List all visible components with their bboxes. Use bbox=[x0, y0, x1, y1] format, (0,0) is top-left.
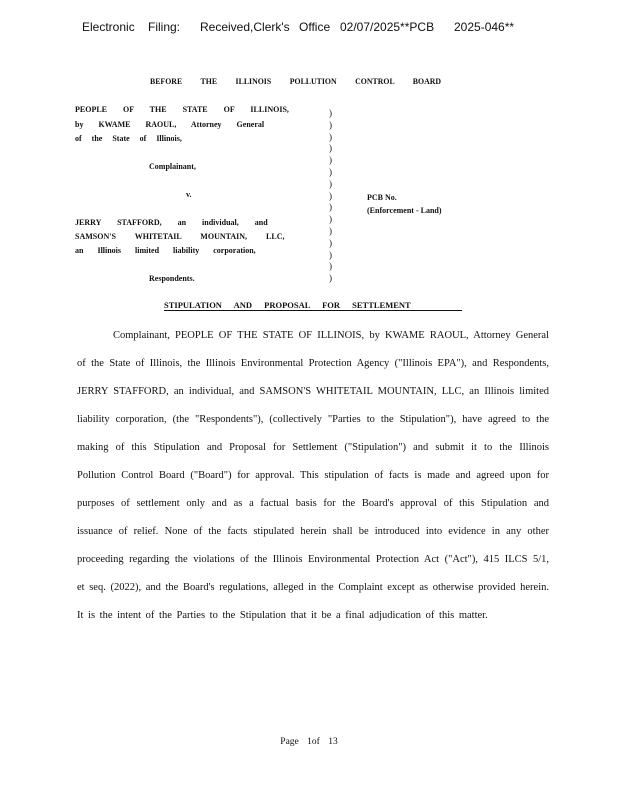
plaintiff-line-3: of the State of Illinois, bbox=[75, 134, 182, 143]
plaintiff-line-1: PEOPLE OF THE STATE OF ILLINOIS, bbox=[75, 105, 289, 114]
paren: ) bbox=[329, 166, 332, 177]
stamp-case-number: 2025-046** bbox=[454, 20, 515, 34]
defendant-line-1: JERRY STAFFORD, an individual, and bbox=[75, 218, 268, 227]
versus-label: v. bbox=[186, 190, 192, 199]
page-total: 13 bbox=[328, 737, 338, 747]
paren: ) bbox=[329, 225, 332, 236]
paren: ) bbox=[329, 202, 332, 213]
paren: ) bbox=[329, 131, 332, 142]
defendant-line-3: an Illinois limited liability corporation, bbox=[75, 246, 256, 255]
paren: ) bbox=[329, 190, 332, 201]
plaintiff-line-2: by KWAME RAOUL, Attorney General bbox=[75, 120, 265, 129]
paren: ) bbox=[329, 249, 332, 260]
respondents-label: Respondents. bbox=[149, 274, 195, 283]
stamp-word-received: Received,Clerk's bbox=[200, 20, 290, 34]
paren: ) bbox=[329, 261, 332, 272]
case-number-block bbox=[367, 191, 442, 217]
court-heading: BEFORE THE ILLINOIS POLLUTION CONTROL BOARD bbox=[150, 76, 442, 86]
paren: ) bbox=[329, 119, 332, 130]
stamp-date: 02/07/2025**PCB bbox=[340, 20, 435, 34]
paren: ) bbox=[329, 178, 332, 189]
paren: ) bbox=[329, 214, 332, 225]
stamp-word-filing: Filing: bbox=[148, 20, 181, 34]
paren: ) bbox=[329, 108, 332, 118]
pcb-number-label: PCB No. bbox=[367, 193, 397, 202]
defendant-line-2: SAMSON'S WHITETAIL MOUNTAIN, LLC, bbox=[75, 232, 285, 241]
caption-paren-column bbox=[329, 108, 332, 285]
stamp-word-office: Office bbox=[299, 20, 331, 34]
paren: ) bbox=[329, 143, 332, 154]
complainant-label: Complainant, bbox=[149, 162, 196, 171]
stamp-word-electronic: Electronic bbox=[82, 20, 135, 34]
enforcement-type: (Enforcement - Land) bbox=[367, 206, 442, 215]
page-of: of bbox=[311, 737, 320, 747]
body-paragraph: Complainant, PEOPLE OF THE STATE OF ILLINOIS, by KWAME RAOUL, Attorney General of the State of Illinois, the Illinois Environmental Protection Agency ("Illinois EPA"), and Respondents, JERRY STAFFORD, an individual, and SAMSON'S WHITETAIL MOUNTAIN, LLC, an Illinois limited liability corporation, (the "Respondents"), (collectively "Parties to the Stipulation"), have agreed to the making of this Stipulation and Proposal for Settlement ("Stipulation") and submit it to the Illinois Pollution Control Board ("Board") for approval. This stipulation of facts is made and agreed upon for purposes of settlement only and as a factual basis for the Board's approval of this Stipulation and issuance of relief. None of the facts stipulated herein shall be introduced into evidence in any other proceeding regarding the violations of the Illinois Environmental Protection Act ("Act"), 415 ILCS 5/1, et seq. (2022), and the Board's regulations, alleged in the Complaint except as otherwise provided herein. It is the intent of the Parties to the Stipulation that it be a final adjudication of this matter. bbox=[77, 330, 549, 621]
page-label: Page bbox=[280, 737, 299, 747]
document-title: STIPULATION AND PROPOSAL FOR SETTLEMENT bbox=[164, 300, 462, 311]
paren: ) bbox=[329, 237, 332, 248]
page-footer bbox=[0, 737, 618, 747]
paren: ) bbox=[329, 273, 332, 284]
paren: ) bbox=[329, 155, 332, 166]
page-current: 1 bbox=[307, 737, 312, 747]
